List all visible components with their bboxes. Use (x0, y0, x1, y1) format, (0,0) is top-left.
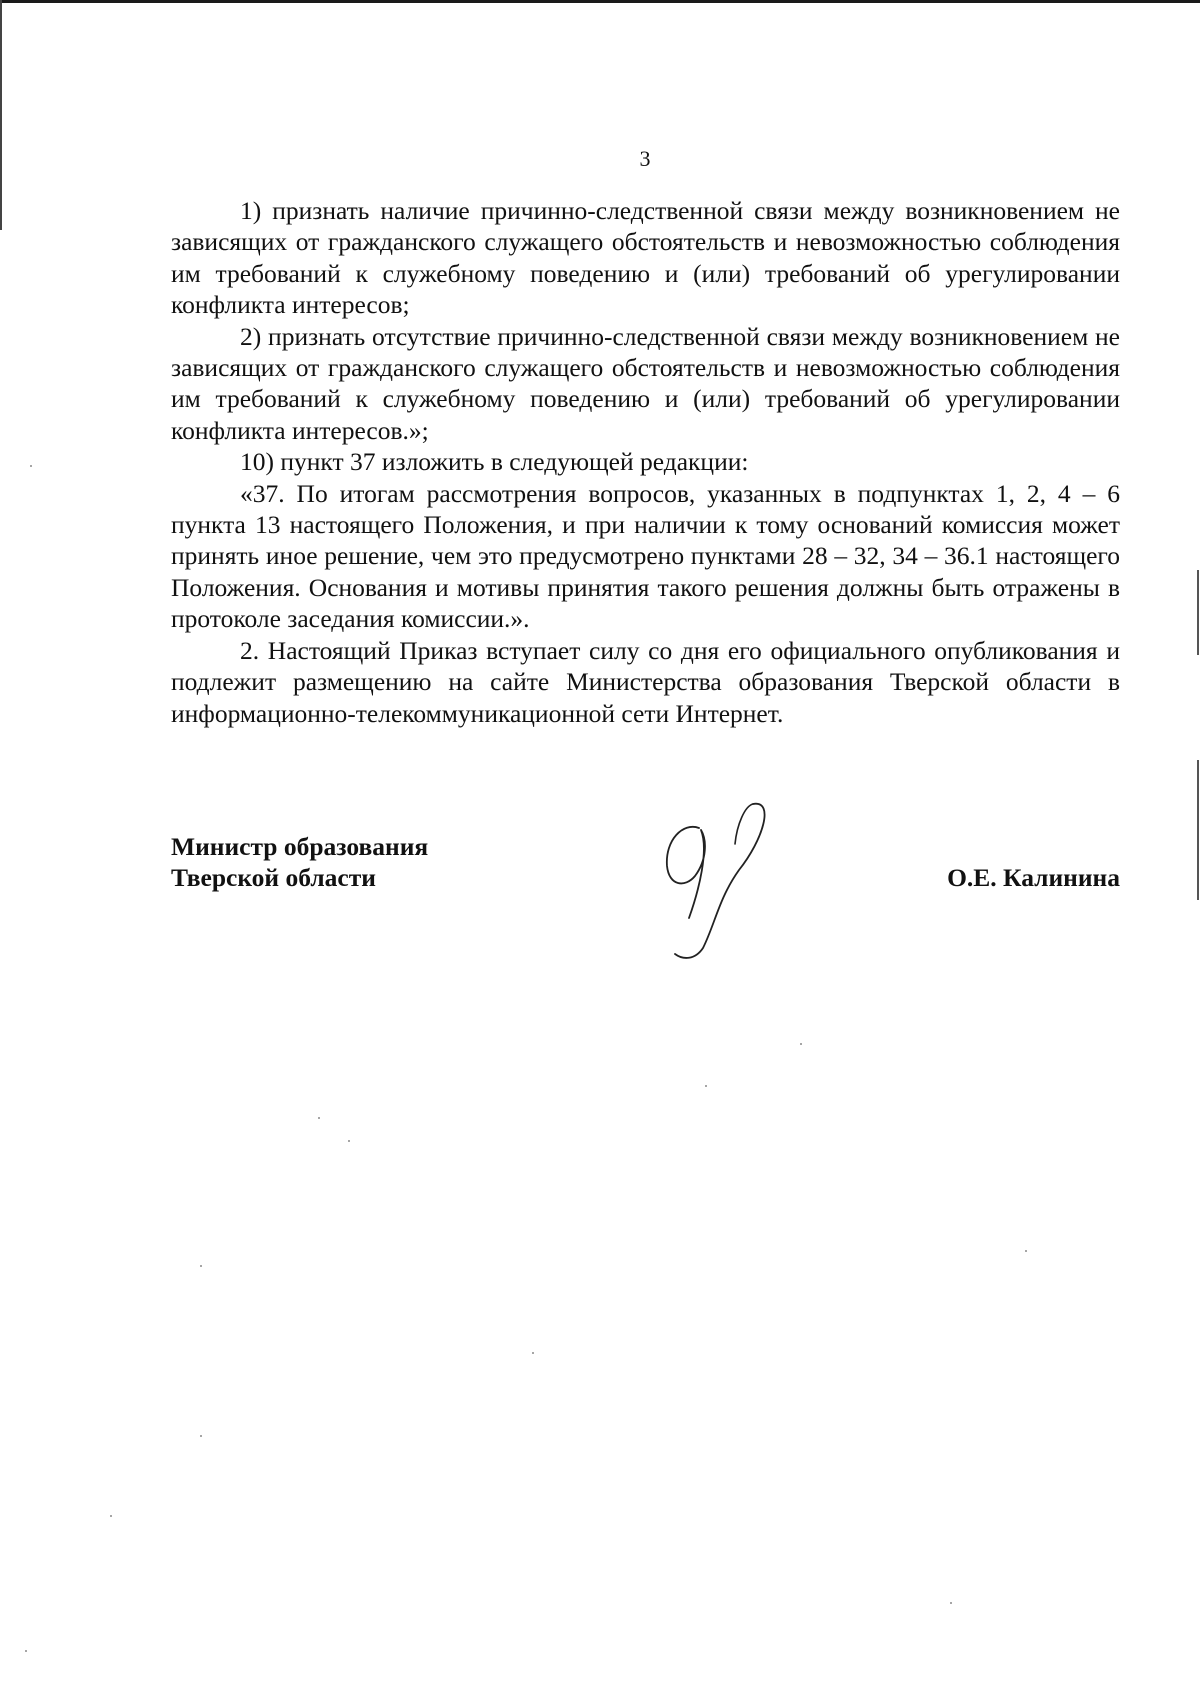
scan-right-edge-mark (1197, 570, 1199, 655)
paragraph-item-1: 1) признать наличие причинно-следственной связи между возникновением не зависящих от гражданского служащего обстоятельств и невозможностью соблюдения им требований к служебному поведению и (или) требований об урегулировании конфликта интересов; (171, 196, 1120, 320)
scan-right-edge-mark (1197, 760, 1199, 900)
paragraph-order-2: 2. Настоящий Приказ вступает силу со дня его официального опубликования и подлежит размещению на сайте Министерства образования Тверской области в информационно-телекоммуникационной сети Интернет. (171, 635, 1120, 728)
scan-speck (950, 1602, 952, 1604)
scan-speck (800, 1043, 802, 1045)
scan-left-edge (0, 0, 2, 230)
scan-speck (318, 1117, 320, 1119)
signer-title-line1: Министр образования (171, 832, 429, 861)
scan-speck (705, 1085, 707, 1087)
signer-name: О.Е. Калинина (947, 863, 1120, 892)
signer-title (171, 831, 428, 894)
scan-top-edge (0, 0, 1200, 3)
handwritten-signature (655, 800, 780, 960)
signer-title-line2: Тверской области (171, 863, 376, 893)
document-body (171, 195, 1120, 729)
page-number: 3 (639, 146, 651, 171)
scan-speck (348, 1140, 350, 1142)
scan-speck (200, 1265, 202, 1267)
paragraph-item-2: 2) признать отсутствие причинно-следственной связи между возникновением не зависящих от гражданского служащего обстоятельств и невозможностью соблюдения им требований к служебному поведению и (или) требований об урегулировании конфликта интересов.»; (171, 321, 1120, 445)
scan-speck (200, 1435, 202, 1437)
scan-speck (25, 1650, 27, 1652)
scan-speck (1025, 1250, 1027, 1252)
scan-speck (532, 1352, 534, 1354)
paragraph-clause-37: «37. По итогам рассмотрения вопросов, указанных в подпунктах 1, 2, 4 – 6 пункта 13 настоящего Положения, и при наличии к тому оснований комиссия может принять иное решение, чем это предусмотрено пунктами 28 – 32, 34 – 36.1 настоящего Положения. Основания и мотивы принятия такого решения должны быть отражены в протоколе заседания комиссии.». (171, 478, 1120, 634)
scan-speck (30, 465, 32, 467)
paragraph-amendment-10: 10) пункт 37 изложить в следующей редакции: (240, 447, 749, 477)
scan-speck (110, 1515, 112, 1517)
